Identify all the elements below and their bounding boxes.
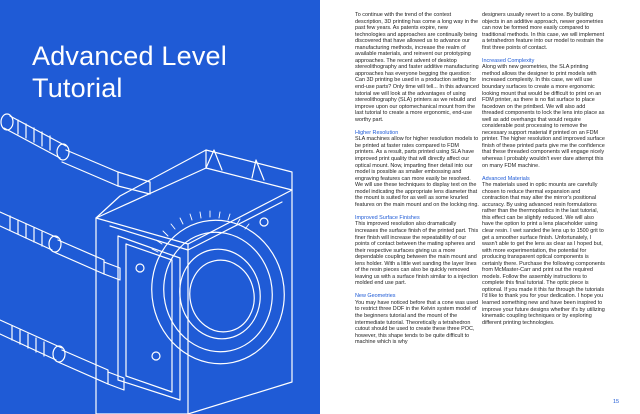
paragraph-higher-resolution: SLA machines allow for higher resolution models to be printed at faster rates compared to FDM printers. As a result, parts printed using SLA have improved print quality that will directly affect our optical mount. Now, imparting finer detail into our model is possible as smaller embossing and engraving features can more easily be resolved. We will use these techniques to display text on the model indicating the appropriate lens diameter that the mount is suited for as well as some knurled features on the main mount and on the locking ring.	[355, 136, 479, 208]
heading-higher-resolution: Higher Resolution	[355, 129, 399, 136]
paragraph-geometries-continued: designers usually revert to a cone. By building objects in an additive approach, newer geometries can now be formed more easily compared to traditional methods. In this case, we will implement a tetrahedron feature into our model to restrain the first three points of contact.	[482, 12, 605, 51]
page-number: 15	[613, 399, 620, 405]
intro-paragraph: To continue with the trend of the contest description, 3D printing has come a long way in the past few years. As patents expire, new technologies and approaches are continually being discovered that have allowed us to advance our manufacturing methods, increase the realm of available materials, and reinvent our prototyping approaches. The recent advent of desktop stereolithography and faster additive manufacturing approaches has everyone begging the question: Can 3D printing be used in a production setting for end-use parts? Only time will tell... In this advanced tutorial we will look at the advantages of using stereolithography (SLA) printers as we rebuild and improve upon our optomechanical mount from the last tutorial to create a more ergonomic, end-use worthy part.	[355, 12, 479, 123]
paragraph-surface-finishes: This improved resolution also dramatically increases the surface finish of the printed part. This finer finish will increase the repeatability of our points of contact between the mating spheres and their respective surfaces giving us a more dependable coupling between the main mount and lens holder. With a little wet sanding the layer lines of the resin pieces can also be quickly removed leaving us with a surface finish similar to a injection molded end use part.	[355, 221, 479, 287]
thumbscrew-top	[1, 114, 150, 194]
heading-surface-finishes: Improved Surface Finishes	[355, 214, 420, 221]
title-line-1: Advanced Level	[32, 41, 227, 71]
heading-new-geometries: New Geometries	[355, 293, 396, 300]
thumbscrew-middle	[0, 212, 120, 280]
page-title	[32, 40, 227, 104]
text-column-2	[482, 12, 607, 333]
heading-increased-complexity: Increased Complexity	[482, 57, 535, 64]
text-column-1	[355, 12, 479, 352]
paragraph-new-geometries: You may have noticed before that a cone was used to restrict three DOF in the Kelvin system model of the beginners tutorial and the mount of the intermediate tutorial. Theoretically a tetrahedron cutout should be used to create these three POC, however, this shape tends to be quite difficult to machine which is why	[355, 299, 479, 346]
heading-advanced-materials: Advanced Materials	[482, 175, 530, 182]
paragraph-increased-complexity: Along with new geometries, the SLA printing method allows the designer to print models with increased complexity. In this case, we will use boundary surfaces to create a more ergonomic looking mount that would be difficult to print on an FDM printer, as there is no flat surface to place facedown on the printbed. We will also add threaded components to lock the lens into place as well as add overhangs that would require considerable post processing to remove the necessary support material if printed on an FDM printer. The higher resolution and improved surface finish of these printed parts give me the confidence that these threaded components will engage nicely whereas I probably wouldn't ever dare attempt this on many FDM machine.	[482, 64, 605, 169]
lens-holder-ring	[138, 208, 297, 376]
title-line-2: Tutorial	[32, 73, 123, 103]
thumbscrew-bottom	[0, 320, 124, 390]
paragraph-advanced-materials: The materials used in optic mounts are carefully chosen to reduce thermal expansion and contraction that may alter the mirror's positional accuracy. By using advanced resin formulations rather than the thermoplastics in the last tutorial, this effect can be slightly reduced. We will also have the option to print a lens placeholder using clear resin. I wet sanded the lens up to 1500 grit to get a smoother surface finish. Unfortunately, I wasn't able to get the lens as clear as I hoped but, with more experimentation, the potential for producing transparent optical components is certainly there. Purchase the following components from McMaster-Carr and print out the required models. Follow the assembly instructions to complete this final tutorial. The optic piece is optional. If you made it this far through the tutorials I'd like to thank you for your dedication. I hope you learned something new and have been inspired to improve your future designs whether it's by utilizing kinematic coupling techniques or by exploring different printing technologies.	[482, 182, 606, 326]
